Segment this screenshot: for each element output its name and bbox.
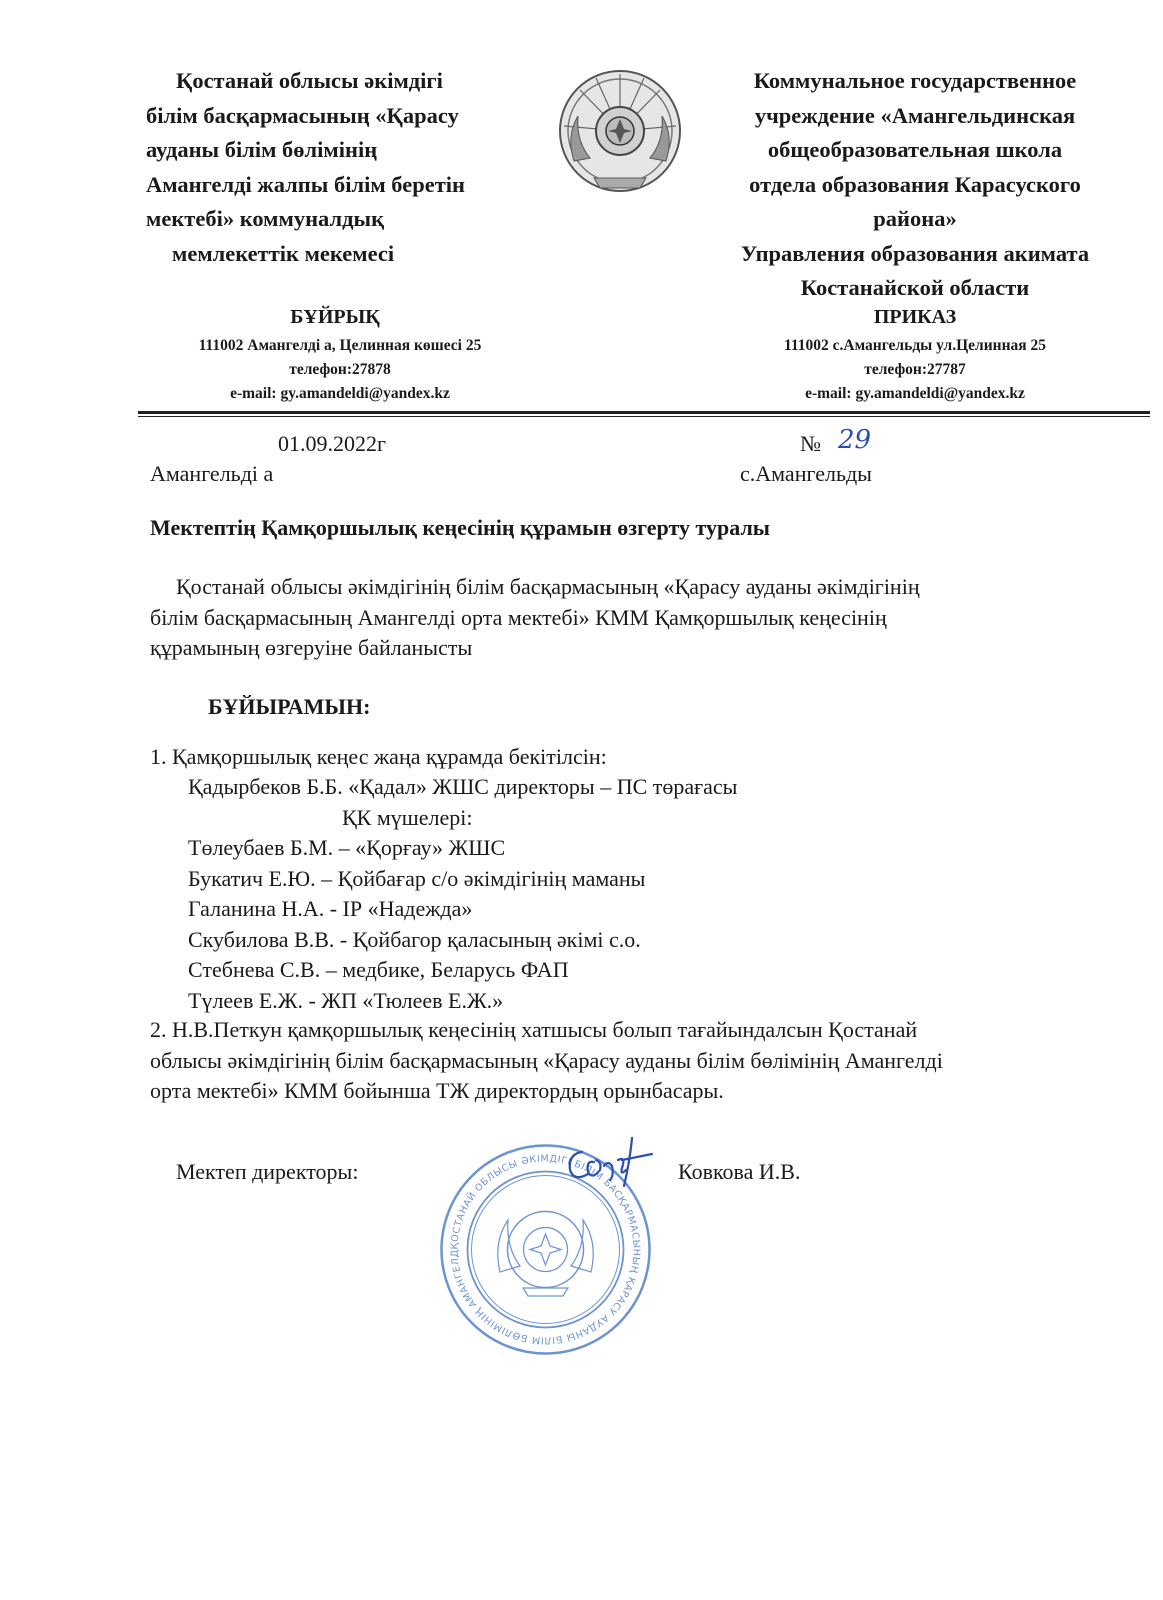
- address-ru: [700, 334, 1130, 406]
- number-handwritten: 29: [838, 425, 872, 455]
- address-line: 111002 Амангелді а, Целинная көшесі 25: [198, 337, 482, 354]
- header-ru-line: отдела образования Карасуского: [749, 171, 1081, 197]
- address-kz: [130, 334, 550, 406]
- email: e-mail: gy.amandeldi@yandex.kz: [805, 385, 1025, 402]
- state-emblem: [556, 66, 684, 196]
- phone: телефон:27787: [864, 361, 966, 378]
- members-heading: ҚК мүшелері:: [342, 805, 473, 830]
- intro-line: Қостанай облысы әкімдігінің білім басқармасының «Қарасу ауданы әкімдігінің: [176, 574, 920, 599]
- intro-line: білім басқармасының Амангелді орта мектебі» КММ Қамқоршылық кеңесінің: [150, 604, 887, 630]
- member-item: Түлеев Е.Ж. - ЖП «Тюлеев Е.Ж.»: [188, 987, 504, 1013]
- header-kz-line: Амангелді жалпы білім беретін: [146, 171, 465, 197]
- header-kz-line: мемлекеттік мекемесі: [172, 240, 395, 266]
- header-divider-thin: [138, 416, 1150, 417]
- member-item: Галанина Н.А. - ІР «Надежда»: [188, 896, 473, 921]
- order-word-kz: БҰЙРЫҚ: [290, 306, 380, 328]
- header-kz-line: білім басқармасының «Қарасу: [146, 102, 459, 128]
- header-kz-line: ауданы білім бөлімінің: [146, 137, 378, 162]
- order-heading: БҰЙЫРАМЫН:: [208, 694, 371, 719]
- place-kz: Амангельді а: [150, 461, 274, 486]
- place-ru: с.Амангельды: [740, 461, 872, 486]
- phone: телефон:27878: [289, 361, 391, 378]
- header-ru-line: Костанайской области: [800, 275, 1030, 300]
- header-kz-line: Қостанай облысы әкімдігі: [176, 68, 443, 93]
- email: e-mail: gy.amandeldi@yandex.kz: [230, 385, 450, 402]
- header-divider-thick: [138, 411, 1150, 414]
- director-signature: [560, 1130, 655, 1190]
- item2-line: 2. Н.В.Петкун қамқоршылық кеңесінің хатшысы болып тағайындалсын Қостанай: [150, 1017, 918, 1042]
- member-item: Төлеубаев Б.М. – «Қорғау» ЖШС: [188, 835, 506, 860]
- item2-line: орта мектебі» КММ бойынша ТЖ директордың орынбасары.: [150, 1078, 724, 1103]
- header-ru-line: Управления образования акимата: [740, 240, 1090, 266]
- header-ru-line: общеобразовательная школа: [767, 137, 1063, 162]
- number-label: №: [800, 431, 821, 456]
- order-item-1: 1. Қамқоршылық кеңес жаңа құрамда бекітілсін:: [150, 744, 607, 769]
- stamp-ring-text: ҚОСТАНАЙ ОБЛЫСЫ ӘКІМДІГІ БІЛІМ БАСҚАРМАСЫНЫҢ ҚАРАСУ АУДАНЫ БІЛІМ БӨЛІМІНІҢ АМАНГЕЛД: [449, 1153, 642, 1346]
- header-ru-line: Коммунальное государственное: [753, 68, 1077, 93]
- header-ru-line: учреждение «Амангельдинская: [754, 102, 1076, 128]
- members-list: [188, 833, 645, 1016]
- signature-name: Ковкова И.В.: [678, 1159, 801, 1184]
- order-word-ru: ПРИКАЗ: [873, 306, 957, 328]
- intro-line: құрамының өзгеруіне байланысты: [150, 635, 473, 660]
- member-item: Стебнева С.В. – медбике, Беларусь ФАП: [188, 957, 569, 982]
- member-item: Скубилова В.В. - Қойбагор қаласының әкімі с.о.: [188, 926, 641, 952]
- item2-line: облысы әкімдігінің білім басқармасының «Қарасу ауданы білім бөлімінің Амангелді: [150, 1047, 943, 1073]
- council-chair: Қадырбеков Б.Б. «Қадал» ЖШС директоры – ПС төрағасы: [188, 774, 738, 799]
- header-kz-line: мектебі» коммуналдық: [146, 206, 385, 231]
- order-date: 01.09.2022г: [278, 431, 387, 456]
- member-item: Букатич Е.Ю. – Қойбағар с/о әкімдігінің маманы: [188, 865, 646, 891]
- header-ru: [690, 64, 1140, 306]
- document-title: Мектептің Қамқоршылық кеңесінің құрамын өзгерту туралы: [150, 515, 770, 540]
- header-ru-line: района»: [873, 206, 957, 231]
- address-line: 111002 с.Амангельды ул.Целинная 25: [783, 337, 1047, 354]
- signature-label: Мектеп директоры:: [176, 1159, 359, 1184]
- order-item-2: [150, 1015, 943, 1107]
- header-kz: [128, 64, 538, 271]
- intro-paragraph: [150, 572, 920, 664]
